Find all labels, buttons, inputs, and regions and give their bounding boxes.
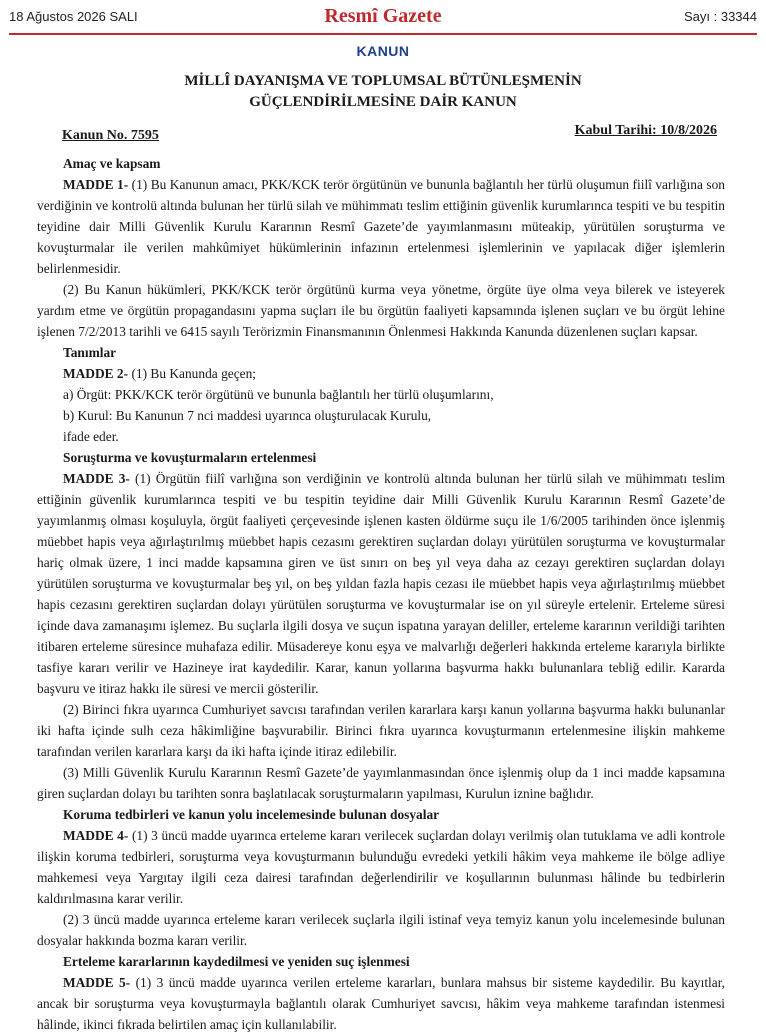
masthead	[0, 0, 766, 36]
article-4-label: MADDE 4-	[63, 828, 129, 843]
law-title	[0, 71, 766, 113]
document-type: KANUN	[356, 43, 410, 59]
article-3-paragraph-1	[37, 468, 725, 699]
article-2-item-b: b) Kurul: Bu Kanunun 7 nci maddesi uyarınca oluşturulacak Kurulu,	[63, 408, 432, 423]
gazette-title: Resmî Gazete	[324, 5, 442, 27]
section-heading-definitions: Tanımlar	[63, 345, 117, 360]
article-4-paragraph-1	[37, 825, 725, 909]
article-4-paragraph-2: (2) 3 üncü madde uyarınca erteleme kararı verilecek suçlarla ilgili istinaf veya temyiz kanun yolu incelemesinde bulunan dosyalar hakkında bozma kararı verilir.	[37, 912, 725, 948]
article-1-paragraph-1	[37, 174, 725, 279]
section-heading-recording: Erteleme kararlarının kaydedilmesi ve yeniden suç işlenmesi	[63, 954, 410, 969]
article-3-paragraph-3: (3) Milli Güvenlik Kurulu Kararının Resmî Gazete’de yayımlanmasından önce işlenmiş olup da 1 inci madde kapsamına giren suçlardan dolayı bu tarihten sonra başlatılacak soruşturmaların yapılması, Kurulun iznine bağlıdır.	[37, 765, 725, 801]
article-3-text: (1) Örgütün fiilî varlığına son verdiğinin ve kontrolü altında bulunan her türlü silah ve mühimmatı teslim ettiğinin güvenlik kurumlarınca tespiti ve bu tespitin teyidine dair Milli Güvenlik Kurulu Kararının Resmî Gazete’de yayımlanmış olması koşuluyla, örgüt faaliyeti çerçevesinde işlenen kasten öldürme suçu ile 1/6/2005 tarihinden önce işlenmiş müebbet hapis veya ağırlaştırılmış müebbet hapis cezasını gerektiren suçlardan dolayı yürütülen soruşturma ve kovuşturmalar hariç olmak üzere, 1 inci madde kapsamına giren ve üst sınırı on beş yıl veya daha az cezayı gerektiren suçlardan dolayı yürütülen soruşturma ve kovuşturmalar beş yıl, on beş yıldan fazla hapis cezası ile müebbet hapis veya ağırlaştırılmış müebbet hapis cezasını gerektiren suçlardan dolayı yürütülen soruşturma ve kovuşturmalar ise on yıl süreyle ertelenir. Erteleme süresi içinde dava zamanaşımı işlemez. Bu suçlarla ilgili dosya ve suçun ispatına yarayan deliller, erteleme kararının verildiği tarihten itibaren erteleme süresince muhafaza edilir. Müsadereye konu eşya ve malvarlığı değerleri hakkında erteleme kararıyla birlikte tasfiye kararı verilir ve Hazineye irat kaydedilir. Karar, kanun yollarına başvurma hakkı bulunanlara tebliğ edilir. Kararda başvuru ve itiraz hakkı ile süresi ve mercii gösterilir.	[37, 471, 725, 696]
article-1-paragraph-2: (2) Bu Kanun hükümleri, PKK/KCK terör örgütünü kurma veya yönetme, örgüte üye olma veya bilerek ve isteyerek yardım etme ve örgütün propagandasını yapma suçları ile bu örgütün faaliyeti kapsamında işlenen suçları ve bu örgüt lehine işlenen 7/2/2013 tarihli ve 6415 sayılı Terörizmin Finansmanının Önlenmesi Hakkında Kanunda düzenlenen suçları kapsar.	[37, 282, 725, 339]
law-number: Kanun No. 7595	[62, 128, 159, 143]
article-5-paragraph-1	[37, 972, 725, 1035]
article-4-text: (1) 3 üncü madde uyarınca erteleme kararı verilecek suçlardan dolayı verilmiş olan tutuklama ve adli kontrole ilişkin koruma tedbirleri, soruşturma veya kovuşturmanın bulunduğu evredeki yetkili hâkim veya mahkeme ile bölge adliye mahkemesi veya Yargıtay ilgili ceza dairesi tarafından değerlendirilir ve koşullarının bulunması hâlinde bu tedbirlerin kaldırılmasına karar verilir.	[37, 828, 725, 906]
article-5-label: MADDE 5-	[63, 975, 131, 990]
article-2-item-a: a) Örgüt: PKK/KCK terör örgütünü ve bununla bağlantılı her türlü oluşumlarını,	[63, 387, 494, 402]
masthead-divider	[9, 33, 757, 35]
section-heading-purpose: Amaç ve kapsam	[63, 156, 161, 171]
article-1-text: (1) Bu Kanunun amacı, PKK/KCK terör örgütünün ve bununla bağlantılı her türlü oluşumun fiilî varlığına son verdiğinin ve kontrolü altında bulunan her türlü silah ve mühimmatı teslim ettiğinin güvenlik kurumlarınca tespiti ve bu tespitin teyidine dair Milli Güvenlik Kurulu Kararının Resmî Gazete’de yayımlanmasını müteakip, yürütülen soruşturma ve kovuşturmalar ile verilen mahkûmiyet hükümlerinin infazının ertelenmesi işlemlerinin ve yapılacak diğer işlemlerin belirlenmesidir.	[37, 177, 725, 276]
law-title-line-1: MİLLÎ DAYANIŞMA VE TOPLUMSAL BÜTÜNLEŞMENİN	[184, 73, 582, 89]
section-heading-protective-measures: Koruma tedbirleri ve kanun yolu incelemesinde bulunan dosyalar	[63, 807, 440, 822]
law-body	[37, 153, 725, 1035]
article-3-paragraph-2: (2) Birinci fıkra uyarınca Cumhuriyet savcısı tarafından verilen kararlara karşı kanun yollarına başvurma hakkı bulunanlar iki hafta içinde sulh ceza hâkimliğine başvurabilir. Birinci fıkra uyarınca kovuşturmanın ertelenmesine ilişkin mahkeme tarafından verilen kararlara karşı da iki hafta içinde itiraz edilebilir.	[37, 702, 725, 759]
section-heading-deferral: Soruşturma ve kovuşturmaların ertelenmesi	[63, 450, 317, 465]
article-2-intro	[37, 363, 725, 384]
law-title-line-2: GÜÇLENDİRİLMESİNE DAİR KANUN	[249, 94, 517, 110]
publication-date: 18 Ağustos 2026 SALI	[9, 9, 138, 24]
article-2-label: MADDE 2-	[63, 366, 129, 381]
article-2-intro-text: (1) Bu Kanunda geçen;	[128, 366, 257, 381]
acceptance-date: Kabul Tarihi: 10/8/2026	[574, 123, 717, 138]
issue-number: Sayı : 33344	[684, 9, 757, 24]
article-3-label: MADDE 3-	[63, 471, 130, 486]
article-5-text: (1) 3 üncü madde uyarınca verilen erteleme kararları, bunlara mahsus bir sisteme kaydedilir. Bu kayıtlar, ancak bir soruşturma veya kovuşturmayla bağlantılı olarak Cumhuriyet savcısı, hâkim veya mahkeme tarafından istenmesi hâlinde, ikinci fıkrada belirtilen amaç için kullanılabilir.	[37, 975, 725, 1032]
article-2-closing: ifade eder.	[63, 429, 119, 444]
article-1-label: MADDE 1-	[63, 177, 129, 192]
